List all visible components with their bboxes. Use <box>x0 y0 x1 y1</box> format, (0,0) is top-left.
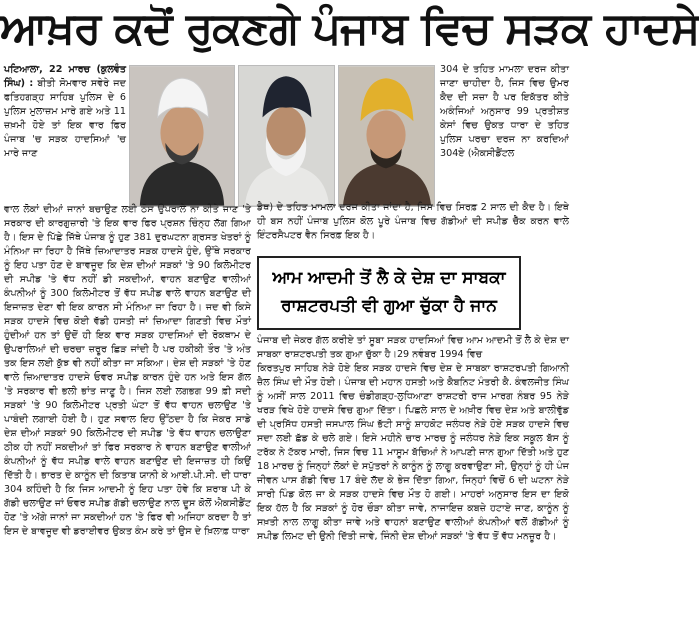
article-bottom-text: ਕਿਰਤਪੁਰ ਸਾਹਿਬ ਨੇੜੇ ਹੋਏ ਇਕ ਸੜਕ ਹਾਦਸੇ ਵਿਚ ਦੇਸ਼ ਦੇ ਸਾਬਕਾ ਰਾਸ਼ਟਰਪਤੀ ਗਿਆਨੀ ਜ਼ੈਲ ਸਿੰਘ ਦੀ ਮੌਤ ਹੋਈ। ਪੰਜਾਬ ਦੀ ਮਹਾਨ ਹਸਤੀ ਅਤੇ ਕੈਬਨਿਟ ਮੰਤਰੀ ਕੈ. ਕੰਵਲਜੀਤ ਸਿੰਘ ਨੂੰ ਅਸੀਂ ਸਾਲ 2011 ਵਿਚ ਚੰਡੀਗੜ੍ਹ-ਲੁਧਿਆਣਾ ਰਾਸ਼ਟਰੀ ਰਾਜ ਮਾਰਗ ਨੰਬਰ 95 ਨੇੜੇ ਖਰੜ ਵਿਖੇ ਹੋਏ ਹਾਦਸੇ ਵਿਚ ਗੁਆ ਦਿੱਤਾ। ਪਿਛਲੇ ਸਾਲ ਦੇ ਅਖ਼ੀਰ ਵਿਚ ਦੇਸ਼ ਅਤੇ ਬਾਲੀਵੁੱਡ ਦੀ ਪ੍ਰਸਿੱਧ ਹਸਤੀ ਜਸਪਾਲ ਸਿੰਘ ਭੱਟੀ ਸਾਨੂੰ ਸ਼ਾਹਕੋਟ ਜਲੰਧਰ ਨੇੜੇ ਹੋਏ ਸੜਕ ਹਾਦਸੇ ਵਿਚ ਸਦਾ ਲਈ ਛੱਡ ਕੇ ਚਲੇ ਗਏ। ਇਸੇ ਮਹੀਨੇ ਚਾਰ ਮਾਰਚ ਨੂੰ ਜਲੰਧਰ ਨੇੜੇ ਇਕ ਸਕੂਲ ਬੱਸ ਨੂੰ ਟਰੱਕ ਨੇ ਟੱਕਰ ਮਾਰੀ, ਜਿਸ ਵਿਚ 11 ਮਾਸੂਮ ਬੱਚਿਆਂ ਨੇ ਆਪਣੀ ਜਾਨ ਗੁਆ ਦਿੱਤੀ ਅਤੇ ਹੁਣ 18 ਮਾਰਚ ਨੂੰ ਜਿਨ੍ਹਾਂ ਲੋਕਾਂ ਦੇ ਸਪੁੱਤਰਾਂ ਨੇ ਕਾਨੂੰਨ ਨੂੰ ਲਾਗੂ ਕਰਵਾਉਣਾ ਸੀ, ਉਨ੍ਹਾਂ ਨੂੰ ਹੀ ਪੰਜ ਜੀਵਨ ਪਾਸ ਗੱਡੀ ਵਿਚ 17 ਬੰਦੇ ਲੱਦ ਕੇ ਭੇਜ ਦਿੱਤਾ ਗਿਆ, ਜਿਨ੍ਹਾਂ ਵਿਚੋਂ 6 ਦੀ ਘਟਨਾ ਨੇੜੇ ਸਾਰੀ ਪਿੰਡ ਕੋਲ ਜਾ ਕੇ ਸੜਕ ਹਾਦਸੇ ਵਿਚ ਮੌਤ ਹੋ ਗਈ। ਮਾਹਰਾਂ ਅਨੁਸਾਰ ਇਸ ਦਾ ਇਕੋ ਇਕ ਹੱਲ ਹੈ ਕਿ ਸੜਕਾਂ ਨੂੰ ਹੋਰ ਚੌੜਾ ਕੀਤਾ ਜਾਵੇ, ਨਾਜਾਇਜ਼ ਕਬਜ਼ੇ ਹਟਾਏ ਜਾਣ, ਕਾਨੂੰਨ ਨੂੰ ਸਖ਼ਤੀ ਨਾਲ ਲਾਗੂ ਕੀਤਾ ਜਾਵੇ ਅਤੇ ਵਾਹਨਾਂ ਬਣਾਉਣ ਵਾਲੀਆਂ ਕੰਪਨੀਆਂ ਵਲੋਂ ਗੱਡੀਆਂ ਨੂੰ ਸਪੀਡ ਲਿਮਟ ਦੀ ਉਨੀ ਦਿੱਤੀ ਜਾਵੇ, ਜਿੰਨੀ ਦੇਸ਼ ਦੀਆਂ ਸੜਕਾਂ 'ਤੇ ਵੱਧ ਤੋਂ ਵੱਧ ਮਨਜ਼ੂਰ ਹੈ। <box>257 363 569 542</box>
portrait-man-white-turban-icon <box>130 66 234 206</box>
article-right-lower-text: ਪੰਜਾਬ ਦੀ ਜੇਕਰ ਗੱਲ ਕਰੀਏ ਤਾਂ ਸੂਬਾ ਸੜਕ ਹਾਦਸਿਆਂ ਵਿਚ ਆਮ ਆਦਮੀ ਤੋਂ ਲੈ ਕੇ ਦੇਸ਼ ਦਾ ਸਾਬਕਾ ਰਾਸ਼ਟਰਪਤੀ ਤਕ ਗੁਆ ਚੁੱਕਾ ਹੈ।29 ਨਵੰਬਰ 1994 ਵਿਚ <box>257 335 569 360</box>
article-left-main-text: ਵਾਲ ਲੋਕਾਂ ਦੀਆਂ ਜਾਨਾਂ ਬਚਾਉਣ ਲਈ ਠੋਸ ਉਪਰਾਲੇ ਨਾ ਕੀਤੇ ਜਾਣ 'ਤੇ ਸਰਕਾਰ ਦੀ ਕਾਰਗੁਜ਼ਾਰੀ 'ਤੇ ਇਕ ਵਾਰ ਫਿਰ ਪ੍ਰਸ਼ਨ ਚਿੰਨ੍ਹ ਲੱਗ ਗਿਆ ਹੈ। ਇਸ ਦੇ ਪਿੱਛੇ ਜਿੱਥੇ ਪੰਜਾਬ ਨੂੰ ਹੁਣ 381 ਦੁਰਘਟਨਾ ਗ੍ਰਸਤ ਖੇਤਰਾਂ ਨੂੰ ਮੰਨਿਆ ਜਾ ਰਿਹਾ ਹੈ ਜਿੱਥੇ ਜ਼ਿਆਦਾਤਰ ਸੜਕ ਹਾਦਸੇ ਹੁੰਦੇ, ਉੱਥੇ ਸਰਕਾਰ ਨੂੰ ਇਹ ਪਤਾ ਹੋਣ ਦੇ ਬਾਵਜੂਦ ਕਿ ਦੇਸ਼ ਦੀਆਂ ਸੜਕਾਂ 'ਤੇ 90 ਕਿਲੋਮੀਟਰ ਦੀ ਸਪੀਡ 'ਤੇ ਵੱਧ ਨਹੀਂ ਡੀ ਸਕਦੀਆਂ, ਵਾਹਨ ਬਣਾਉਣ ਵਾਲੀਆਂ ਕੰਪਨੀਆਂ ਨੂੰ 300 ਕਿਲੋਮੀਟਰ ਤੋਂ ਵੱਧ ਸਪੀਡ ਵਾਲੇ ਵਾਹਨ ਬਣਾਉਣ ਦੀ ਇਜਾਜ਼ਤ ਦੇਣਾ ਵੀ ਇਕ ਕਾਰਨ ਸੀ ਮੰਨਿਆ ਜਾ ਰਿਹਾ ਹੈ। ਜਦ ਵੀ ਕਿਸੇ ਸੜਕ ਹਾਦਸੇ ਵਿਚ ਕੋਈ ਵੱਡੀ ਹਸਤੀ ਜਾਂ ਜ਼ਿਆਦਾ ਗਿਣਤੀ ਵਿਚ ਮੌਤਾਂ ਹੁੰਦੀਆਂ ਹਨ ਤਾਂ ਉਦੋਂ ਹੀ ਇਕ ਵਾਰ ਸੜਕ ਹਾਦਸਿਆਂ ਦੀ ਰੋਕਥਾਮ ਦੇ ਉਪਰਾਲਿਆਂ ਦੀ ਚਰਚਾ ਜ਼ਰੂਰ ਛਿੜ ਜਾਂਦੀ ਹੈ ਪਰ ਹਕੀਕੀ ਤੌਰ 'ਤੇ ਅੰਤ ਤਕ ਇਸ ਲਈ ਕੁੱਝ ਵੀ ਨਹੀਂ ਕੀਤਾ ਜਾ ਸਕਿਆ। ਦੇਸ਼ ਦੀ ਸੜਕਾਂ 'ਤੇ ਹੋਣ ਵਾਲੇ ਜ਼ਿਆਦਾਤਰ ਹਾਦਸੇ ਓਵਰ ਸਪੀਡ ਕਾਰਨ ਹੁੰਦੇ ਹਨ ਅਤੇ ਇਸ ਗੱਲ 'ਤੇ ਸਰਕਾਰ ਵੀ ਭਲੀ ਭਾਂਤ ਜਾਣੂ ਹੈ। ਜਿਸ ਲਈ ਲਗਭਗ 99 ਫ਼ੀ ਸਦੀ ਸੜਕਾਂ 'ਤੇ 90 ਕਿਲੋਮੀਟਰ ਪ੍ਰਤੀ ਘੰਟਾ ਤੋਂ ਵੱਧ ਵਾਹਨ ਚਲਾਉਣ 'ਤੇ ਪਾਬੰਦੀ ਲਗਾਈ ਹੋਈ ਹੈ। ਹੁਣ ਸਵਾਲ ਇਹ ਉੱਠਦਾ ਹੈ ਕਿ ਜੇਕਰ ਸਾਡੇ ਦੇਸ਼ ਦੀਆਂ ਸੜਕਾਂ 90 ਕਿਲੋਮੀਟਰ ਦੀ ਸਪੀਡ 'ਤੇ ਵੱਧ ਵਾਹਨ ਚਲਾਉਣਾ ਠੀਕ ਹੀ ਨਹੀਂ ਸਕਦੀਆਂ ਤਾਂ ਫਿਰ ਸਰਕਾਰ ਨੇ ਵਾਹਨ ਬਣਾਉਣ ਵਾਲੀਆਂ ਕੰਪਨੀਆਂ ਨੂੰ ਵੱਧ ਸਪੀਡ ਵਾਲੇ ਵਾਹਨ ਬਣਾਉਣ ਦੀ ਇਜਾਜ਼ਤ ਹੀ ਕਿਉਂ ਦਿੱਤੀ ਹੈ। ਭਾਰਤ ਦੇ ਕਾਨੂੰਨ ਦੀ ਕਿਤਾਬ ਯਾਨੀ ਕੇ ਆਈ.ਪੀ.ਸੀ. ਦੀ ਧਾਰਾ 304 ਕਹਿੰਦੀ ਹੈ ਕਿ ਜਿਸ ਆਦਮੀ ਨੂੰ ਇਹ ਪਤਾ ਹੋਵੇ ਕਿ ਸ਼ਰਾਬ ਪੀ ਕੇ ਗੱਡੀ ਚਲਾਉਣ ਜਾਂ ਓਵਰ ਸਪੀਡ ਗੱਡੀ ਚਲਾਉਣ ਨਾਲ ਦੂਸ ਕੋਲੋਂ ਐਕਸੀਡੈਂਟ ਹੋਣ 'ਤੇ ਅੱਗੇ ਜਾਨਾਂ ਜਾ ਸਕਦੀਆਂ ਹਨ 'ਤੇ ਫਿਰ ਵੀ ਅਜਿਹਾ ਕਰਦਾ ਹੈ ਤਾਂ ਇਸ ਦੇ ਬਾਵਜੂਦ ਵੀ ਡਰਾਈਵਰ ਉਕਤ ਕੰਮ ਕਰੇ ਤਾਂ ਉਸ ਦੇ ਖ਼ਿਲਾਫ਼ ਧਾਰਾ <box>4 204 251 537</box>
portrait-man-dark-turban-white-beard-icon <box>239 66 334 206</box>
article-column-bottom <box>257 334 569 630</box>
portrait-man-yellow-turban-icon <box>339 66 434 206</box>
article-right-mid-text: ਡੈਥ) ਦੇ ਤਹਿਤ ਮਾਮਲਾ ਦਰਜ ਕੀਤਾ ਜਾਂਦਾ ਹੈ, ਜਿਸ ਵਿਚ ਸਿਰਫ਼ 2 ਸਾਲ ਦੀ ਕੈਦ ਹੈ। ਇਥੇ ਹੀ ਬਸ ਨਹੀਂ ਪੰਜਾਬ ਪੁਲਿਸ ਕੋਲ ਪੂਰੇ ਪੰਜਾਬ ਵਿਚ ਗੱਡੀਆਂ ਦੀ ਸਪੀਡ ਚੈੱਕ ਕਰਨ ਵਾਲੇ ਇੰਟਰਸੈਪਟਰ ਵੈਨ ਸਿਰਫ਼ ਇਕ ਹੈ। <box>257 202 569 241</box>
article-left-top-text: ਬੀਤੀ ਸੋਮਵਾਰ ਸਵੇਰੇ ਜਦ ਫਤਿਹਗੜ੍ਹ ਸਾਹਿਬ ਪੁਲਿਸ ਦੇ 6 ਪੁਲਿਸ ਮੁਲਾਜ਼ਮ ਮਾਰੇ ਗਏ ਅਤੇ 11 ਜ਼ਖ਼ਮੀ ਹੋਏ ਤਾਂ ਇਕ ਵਾਰ ਫਿਰ ਪੰਜਾਬ 'ਚ ਸੜਕ ਹਾਦਸਿਆਂ 'ਚ ਮਾਰੇ ਜਾਣ <box>4 78 126 159</box>
article-column-right-mid <box>257 201 569 253</box>
headline: ਆਖ਼ਰ ਕਦੋਂ ਰੁਕਣਗੇ ਪੰਜਾਬ ਵਿਚ ਸੜਕ ਹਾਦਸੇ <box>0 3 699 54</box>
article-column-left-top <box>4 63 126 203</box>
article-dateline: ਪਟਿਆਲਾ, 22 ਮਾਰਚ (ਕੁਲਵੰਤ ਸਿੰਘ) : <box>4 64 126 89</box>
article-column-left-main <box>4 203 251 630</box>
article-column-right-top <box>440 63 569 201</box>
pull-quote-callout <box>257 256 521 330</box>
article-right-top-text: 304 ਦੇ ਤਹਿਤ ਮਾਮਲਾ ਦਰਜ ਕੀਤਾ ਜਾਣਾ ਚਾਹੀਦਾ ਹੈ, ਜਿਸ ਵਿਚ ਉਮਰ ਕੈਦ ਦੀ ਸਜ਼ਾ ਹੈ ਪਰ ਇਕੱਤਰ ਕੀਤੇ ਅਕੰਜਿਆਂ ਅਨੁਸਾਰ 99 ਪ੍ਰਤੀਸ਼ਤ ਕੇਸਾਂ ਵਿਚ ਉਕਤ ਧਾਰਾ ਦੇ ਤਹਿਤ ਪੁਲਿਸ ਪਰਚਾ ਦਰਜ ਨਾ ਕਰਦਿਆਂ 304ਏ (ਐਕਸੀਡੈਂਟਲ <box>440 64 569 159</box>
pull-quote-line-1: ਆਮ ਆਦਮੀ ਤੋਂ ਲੈ ਕੇ ਦੇਸ਼ ਦਾ ਸਾਬਕਾ <box>272 268 506 288</box>
photo-2 <box>238 65 335 207</box>
photo-1 <box>129 65 235 207</box>
photo-3 <box>338 65 435 207</box>
pull-quote-line-2: ਰਾਸ਼ਟਰਪਤੀ ਵੀ ਗੁਆ ਚੁੱਕਾ ਹੈ ਜਾਨ <box>281 296 497 316</box>
